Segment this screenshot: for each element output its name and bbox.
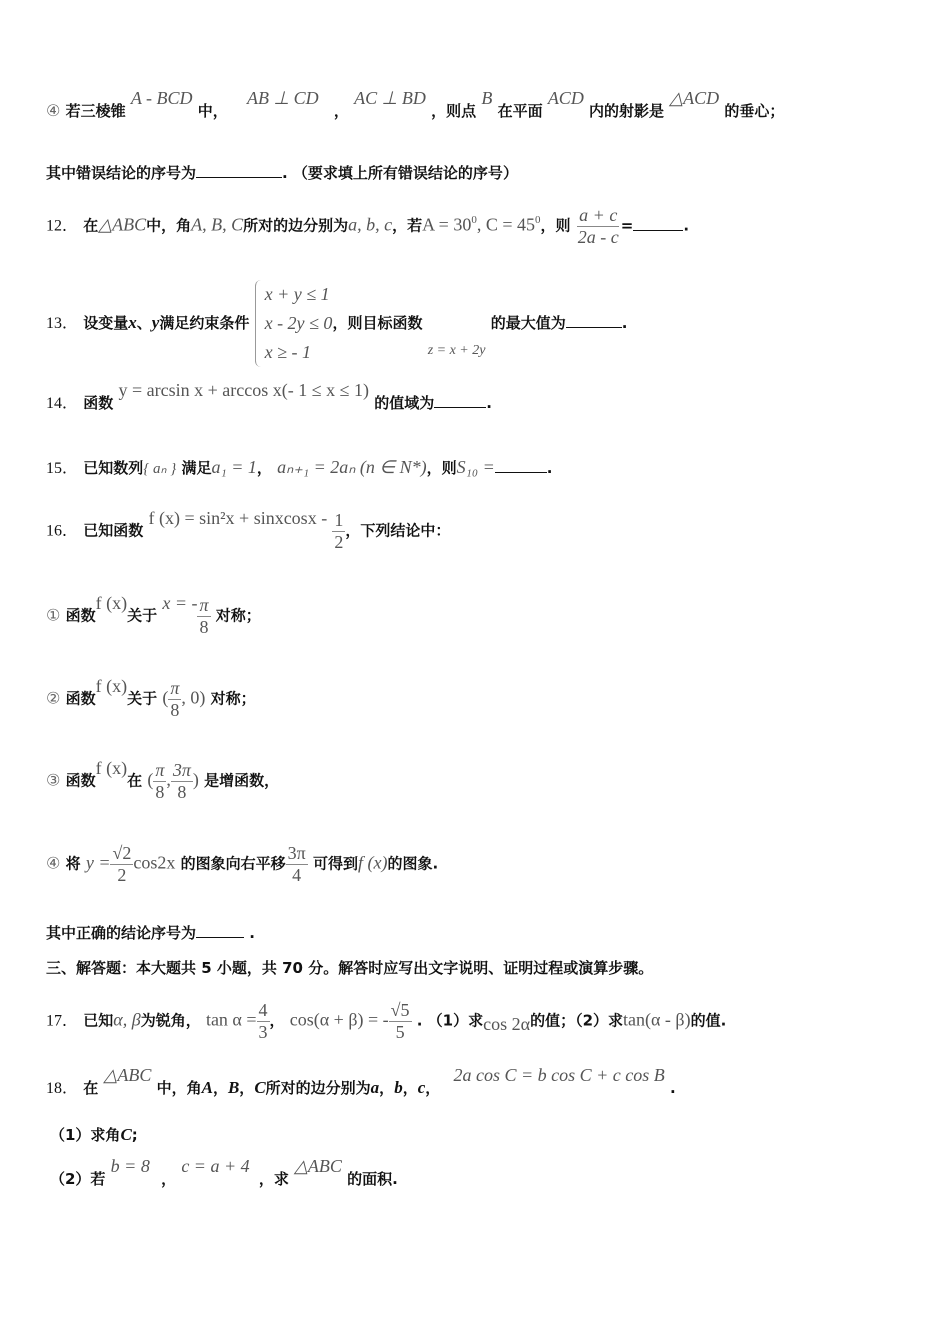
q16-option-4: ④ 将 y = $\frac{√2}{2}$ cos2x 的图象向右平移 $\frac{3\pi}{4}$ 可得到f (x)的图象. <box>46 843 439 885</box>
q16-answer-prompt: 其中正确的结论序号为 . <box>46 924 255 942</box>
fraction: $\frac{√5}{5}$ <box>390 1000 410 1042</box>
question-number: 12． <box>46 217 79 235</box>
section-3-title: 三、解答题：本大题共 5 小题，共 70 分。解答时应写出文字说明、证明过程或演算步骤。 <box>46 959 654 977</box>
question-12: 12． 在△ABC中，角A, B, C所对的边分别为a, b, c，若$A = 30^0$, $C = 45^0$，则 $\frac{a + c}{2a - c}$ = . <box>46 205 690 247</box>
math-condition: AC ⊥ BD <box>354 88 426 108</box>
question-number: 16． <box>46 522 79 540</box>
objective-function: z = x + 2y <box>427 343 486 358</box>
answer-blank[interactable] <box>434 406 486 408</box>
q18-part-1: （1）求角C; <box>50 1125 138 1144</box>
math-pyramid: A - BCD <box>130 88 193 108</box>
fraction: $\frac{1}{2}$ <box>334 510 344 552</box>
q16-option-2: ② 函数f (x)关于 ( $\frac{\pi}{8}$ , 0) 对称； <box>46 675 256 720</box>
math-triangle: △ACD <box>669 88 720 108</box>
math-plane: ACD <box>547 88 584 108</box>
left-brace-icon <box>255 280 262 367</box>
answer-blank[interactable] <box>633 229 683 231</box>
q18-part-2: （2）若 b = 8 ， c = a + 4 ，求 △ABC 的面积. <box>50 1156 398 1188</box>
q11-answer-prompt: 其中错误结论的序号为 . （要求填上所有错误结论的序号） <box>46 164 518 182</box>
question-15: 15． 已知数列{ aₙ } 满足a₁ = 1， aₙ₊₁ = 2aₙ (n ∈ N*)，则S₁₀ = . <box>46 457 553 477</box>
question-number: 17． <box>46 1012 79 1030</box>
question-16: 16． 已知函数 f (x) = sin²x + sinxcosx - $\frac{1}{2}$ ，下列结论中： <box>46 507 451 552</box>
answer-blank[interactable] <box>566 326 622 328</box>
math-equation: 2a cos C = b cos C + c cos B <box>453 1065 665 1085</box>
q16-option-3: ③ 函数f (x)在 ( $\frac{\pi}{8}$ , $\frac{3\pi}{8}$ ) 是增函数， <box>46 757 280 802</box>
math-formula: y = arcsin x + arccos x(- 1 ≤ x ≤ 1) <box>118 380 369 400</box>
constraint-system: x + y ≤ 1 x - 2y ≤ 0 x ≥ - 1 <box>255 280 333 367</box>
question-17: 17． 已知α, β为锐角， tan α = $\frac{4}{3}$ ， cos(α + β) = - $\frac{√5}{5}$ . （1）求cos 2α的值；（2）求tan(α - β)的值. <box>46 1000 727 1042</box>
circled-marker: ④ <box>46 853 61 873</box>
math-point: B <box>481 88 493 108</box>
question-number: 14． <box>46 395 79 412</box>
circled-marker: ① <box>46 605 61 625</box>
question-13: 13． 设变量x、y满足约束条件 x + y ≤ 1 x - 2y ≤ 0 x ≥ - 1 ，则目标函数 z = x + 2y 的最大值为 . <box>46 280 627 367</box>
answer-blank[interactable] <box>495 471 547 473</box>
fraction: $\frac{a + c}{2a - c}$ <box>577 205 619 247</box>
answer-blank[interactable] <box>196 176 282 178</box>
math-triangle: △ABC <box>103 1065 152 1085</box>
math-condition: AB ⊥ CD <box>246 88 319 108</box>
geometry-statement-4: ④ 若三棱锥 A - BCD 中， AB ⊥ CD ， AC ⊥ BD ，则点 B 在平面 ACD 内的射影是 △ACD 的垂心； <box>46 88 785 120</box>
fraction: $\frac{3\pi}{4}$ <box>287 843 306 885</box>
circled-marker: ④ <box>46 101 61 120</box>
fraction: $\frac{√2}{2}$ <box>112 843 132 885</box>
fraction: $\frac{4}{3}$ <box>258 1000 268 1042</box>
math-formula: f (x) = sin²x + sinxcosx - <box>148 507 328 528</box>
fraction: $\frac{\pi}{8}$ <box>199 595 209 637</box>
fraction: $\frac{\pi}{8}$ <box>155 760 165 802</box>
question-14: 14． 函数 y = arcsin x + arccos x(- 1 ≤ x ≤ 1) 的值域为 . <box>46 380 492 412</box>
question-number: 15． <box>46 460 79 477</box>
answer-blank[interactable] <box>196 936 244 938</box>
fraction: $\frac{3\pi}{8}$ <box>172 760 191 802</box>
circled-marker: ③ <box>46 770 61 790</box>
question-number: 18． <box>46 1080 79 1097</box>
fraction: $\frac{\pi}{8}$ <box>170 678 180 720</box>
math-triangle: △ABC <box>294 1156 342 1176</box>
question-number: 13． <box>46 315 79 332</box>
q16-option-1: ① 函数f (x)关于 x = - $\frac{\pi}{8}$ 对称； <box>46 592 261 637</box>
circled-marker: ② <box>46 688 61 708</box>
question-18: 18． 在 △ABC 中，角A，B，C所对的边分别为a，b，c， 2a cos C = b cos C + c cos B . <box>46 1065 676 1097</box>
